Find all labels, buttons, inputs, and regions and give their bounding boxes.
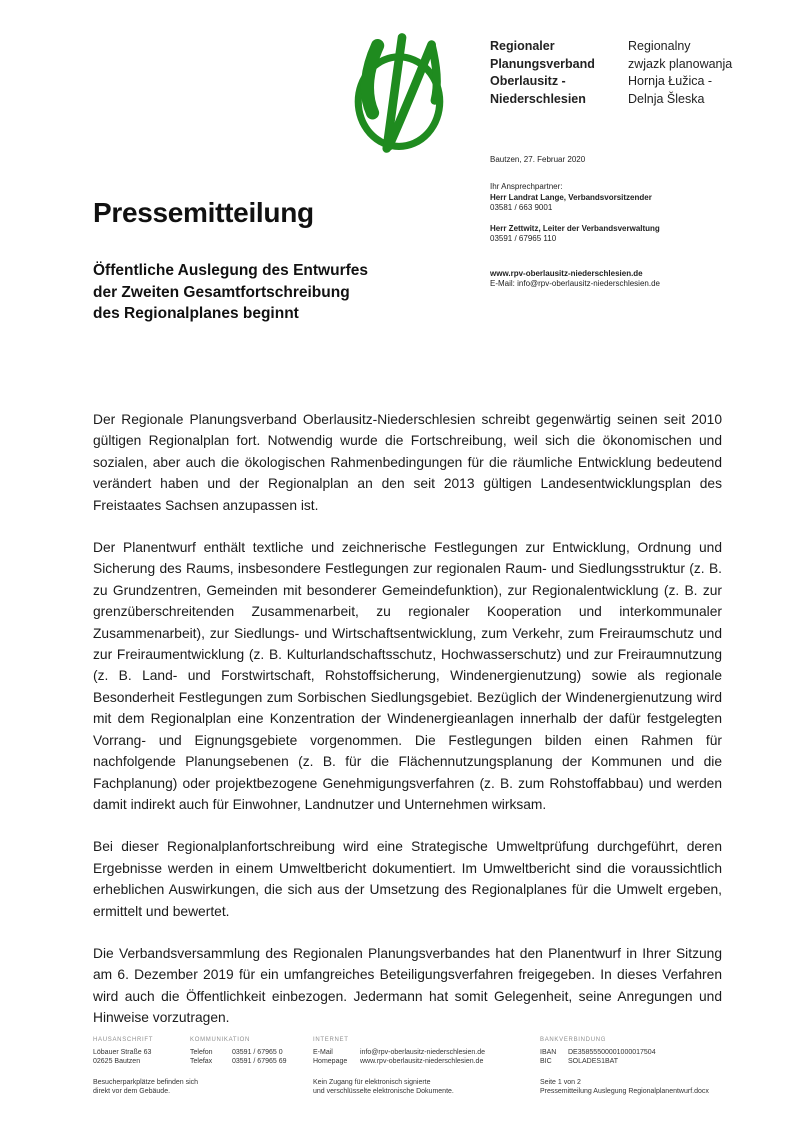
footer-fax-label: Telefax <box>190 1058 213 1065</box>
footer-bank-column <box>540 1036 709 1096</box>
org-hsb-line: Hornja Łužica - <box>628 74 713 88</box>
footer-communication-column <box>190 1036 287 1066</box>
org-logo <box>344 33 456 156</box>
paragraph-2: Der Planentwurf enthält textliche und zeichnerische Festlegungen zur Entwicklung, Ordnung und Sicherung des Raums, insbesondere Festlegungen zur regionalen Raum- und Siedlungsstruktur (z. B. zu Grundzentren, Gemeinden mit besonderer Gemeindefunktion), zur Regionalentwicklung (z. B. zur grenzüberschreitenden Zusammenarbeit, zu regionaler Kooperation und interkommunaler Zusammenarbeit), zur Siedlungs- und Wirtschaftsentwicklung, zum Verkehr, zum Freiraumschutz und zur Freiraumentwicklung (z. B. Kulturlandschaftsschutz, Hochwasserschutz) und zur Freiraumnutzung (z. B. Land- und Forstwirtschaft, Rohstoffsicherung, Windenergienutzung) sowie als regionale Besonderheit Festlegungen zum Sorbischen Siedlungsgebiet. Bezüglich der Windenergienutzung wird mit dem Regionalplan eine Konzentration der Windenergieanlagen innerhalb der dafür festgelegten Vorrang- und Eignungsgebiete vorgenommen. Die Festlegungen bilden einen Rahmen für nachfolgende Planungsebenen (z. B. für die Flächennutzungsplanung der Kommunen und die Fachplanung) oder projektbezogene Genehmigungsverfahren (z. B. zum Rohstoffabbau) und werden damit indirekt auch für Einwohner, Landnutzer und Unternehmen wirksam. <box>93 540 722 812</box>
footer-homepage-label: Homepage <box>313 1058 348 1065</box>
footer-email-value: info@rpv-oberlausitz-niederschlesien.de <box>360 1049 486 1056</box>
contact-intro: Ihr Ansprechpartner: <box>490 182 563 191</box>
footer-address-city: 02625 Bautzen <box>93 1058 141 1065</box>
footer-bic-label: BIC <box>540 1058 552 1065</box>
footer-homepage-row <box>313 1057 485 1066</box>
footer-phone-row <box>190 1048 287 1057</box>
footer-electronic-documents-note-line: und verschlüsselte elektronische Dokumente. <box>313 1088 454 1095</box>
page-title: Pressemitteilung <box>93 197 314 228</box>
footer-fax-value: 03591 / 67965 69 <box>232 1058 287 1065</box>
org-de-line: Planungsverband <box>490 56 595 71</box>
org-de-line: Oberlausitz - <box>490 74 566 88</box>
footer-iban-row <box>540 1048 709 1057</box>
footer-homepage-value: www.rpv-oberlausitz-niederschlesien.de <box>360 1058 484 1065</box>
contact-person1-name: Herr Landrat Lange, Verbandsvorsitzender <box>490 192 652 202</box>
footer-bank-header: BANKVERBINDUNG <box>540 1037 607 1043</box>
footer-address-street: Löbauer Straße 63 <box>93 1049 152 1056</box>
org-name-german <box>490 38 628 108</box>
footer-filename: Pressemitteilung Auslegung Regionalplanentwurf.docx <box>540 1088 709 1095</box>
footer-email-row <box>313 1048 485 1057</box>
footer-parking-note-line: Besucherparkplätze befinden sich <box>93 1079 199 1086</box>
subtitle-line: des Regionalplanes beginnt <box>93 305 299 322</box>
contact-block <box>490 182 660 290</box>
contact-person2-phone: 03591 / 67965 110 <box>490 234 557 243</box>
dateline: Bautzen, 27. Februar 2020 <box>490 155 586 164</box>
footer-phone-value: 03591 / 67965 0 <box>232 1049 283 1056</box>
brush-w-circle-icon <box>344 33 456 156</box>
org-name-sorbian <box>628 38 732 108</box>
paragraph-4: Die Verbandsversammlung des Regionalen Planungsverbandes hat den Planentwurf in Ihrer Sitzung am 6. Dezember 2019 für ein umfangreiches Beteiligungsverfahren freigegeben. In dieses Verfahren wird auch die Öffentlichkeit einbezogen. Jedermann hat somit Gelegenheit, seine Anregungen und Hinweise vorzutragen. <box>93 945 722 1026</box>
footer-parking-note <box>93 1078 198 1096</box>
contact-email: E-Mail: info@rpv-oberlausitz-niederschlesien.de <box>490 279 660 288</box>
org-hsb-line: Delnja Šleska <box>628 91 705 106</box>
footer-internet-column <box>313 1036 485 1096</box>
org-hsb-line: Regionalny <box>628 39 691 53</box>
footer-parking-note-line: direkt vor dem Gebäude. <box>93 1088 171 1095</box>
footer-email-label: E-Mail <box>313 1049 333 1056</box>
footer-iban-value: DE35855500001000017504 <box>568 1049 656 1056</box>
spacer <box>490 214 660 224</box>
footer-internet-header: INTERNET <box>313 1037 349 1043</box>
contact-website-url: www.rpv-oberlausitz-niederschlesien.de <box>490 268 643 278</box>
footer-fax-row <box>190 1057 287 1066</box>
subtitle-line: Öffentliche Auslegung des Entwurfes <box>93 262 369 279</box>
paragraph-3: Bei dieser Regionalplanfortschreibung wird eine Strategische Umweltprüfung durchgeführt, deren Ergebnisse werden in einem Umweltbericht dokumentiert. Im Umweltbericht sind die voraussichtlich erheblichen Auswirkungen, die sich aus der Umsetzung des Regionalplanes für die Umwelt ergeben, ermittelt und bewertet. <box>93 839 722 919</box>
contact-person2-name: Herr Zettwitz, Leiter der Verbandsverwaltung <box>490 223 660 233</box>
contact-person1-phone: 03581 / 663 9001 <box>490 203 553 212</box>
org-de-line: Niederschlesien <box>490 91 586 106</box>
footer-page-info <box>540 1078 709 1096</box>
body-text <box>93 409 722 1050</box>
footer-bic-row <box>540 1057 709 1066</box>
footer-address-column <box>93 1036 198 1096</box>
paragraph-1: Der Regionale Planungsverband Oberlausitz-Niederschlesien schreibt gegenwärtig seinen seit 2010 gültigen Regionalplan fort. Notwendig wurde die Fortschreibung, weil sich die ökonomischen und sozialen, aber auch die ökologischen Rahmenbedingungen für die räumliche Entwicklung bedeutend verändert haben und der Regionalplan an den seit 2013 gültigen Landesentwicklungsplan des Freistaates Sachsen anzupassen ist. <box>93 412 722 513</box>
footer-electronic-documents-note-line: Kein Zugang für elektronisch signierte <box>313 1079 431 1086</box>
spacer <box>490 245 660 269</box>
org-hsb-line: zwjazk planowanja <box>628 56 733 71</box>
footer-phone-label: Telefon <box>190 1049 213 1056</box>
footer-communication-header: KOMMUNIKATION <box>190 1037 250 1043</box>
footer-electronic-documents-note <box>313 1078 485 1096</box>
press-release-subtitle <box>93 260 368 325</box>
footer-address-header: HAUSANSCHRIFT <box>93 1037 154 1043</box>
footer-iban-label: IBAN <box>540 1049 557 1056</box>
org-de-line: Regionaler <box>490 39 555 53</box>
org-name-block <box>490 38 732 108</box>
letterhead-footer <box>93 1036 753 1106</box>
footer-bic-value: SOLADES1BAT <box>568 1058 619 1065</box>
footer-page-number: Seite 1 von 2 <box>540 1079 581 1086</box>
subtitle-line: der Zweiten Gesamtfortschreibung <box>93 283 350 301</box>
